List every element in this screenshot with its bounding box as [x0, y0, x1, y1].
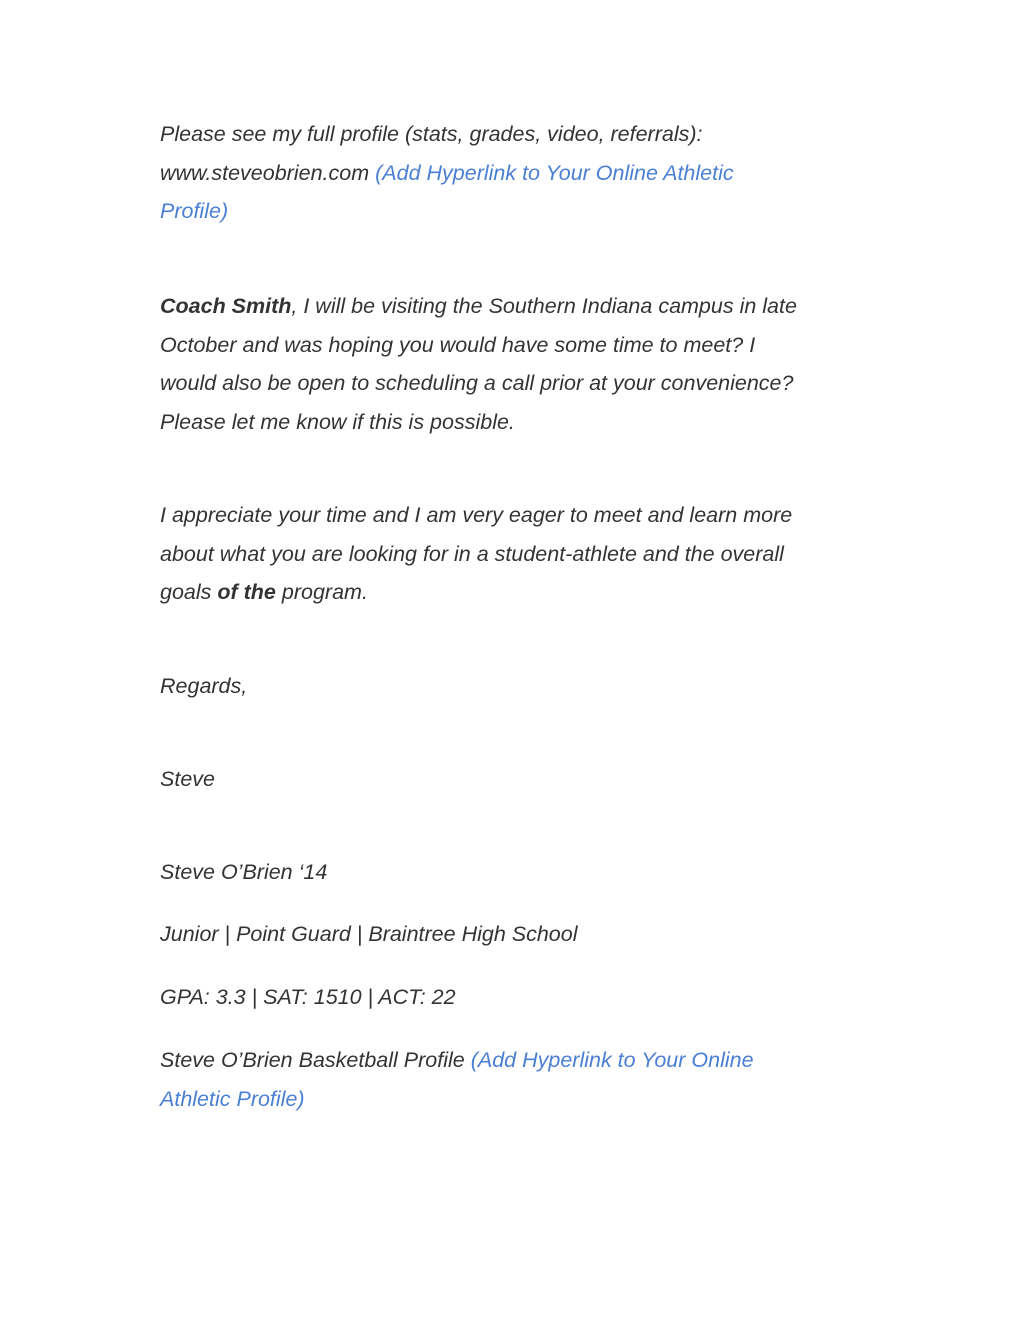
- appreciation-paragraph: [160, 496, 880, 612]
- appreciation-line-2: about what you are looking for in a student-athlete and the overall: [160, 541, 784, 566]
- signature-details-text: Junior | Point Guard | Braintree High School: [160, 922, 578, 946]
- signature-hyperlink-placeholder[interactable]: (Add Hyperlink to Your Online: [470, 1048, 754, 1072]
- signature-details: [160, 915, 880, 954]
- visit-line-2: October and was hoping you would have some time to meet? I: [160, 332, 756, 357]
- signature-hyperlink-placeholder-cont[interactable]: Athletic Profile): [160, 1086, 305, 1111]
- profile-hyperlink-placeholder[interactable]: (Add Hyperlink to Your Online Athletic: [375, 160, 734, 185]
- first-name-line: [160, 760, 880, 799]
- first-name-text: Steve: [160, 767, 215, 791]
- visit-line-1: [160, 287, 880, 326]
- regards-text: Regards,: [160, 674, 248, 698]
- visit-line-1-rest: , I will be visiting the Southern Indiana campus in late: [291, 294, 797, 318]
- regards-line: [160, 667, 880, 706]
- signature-scores-text: GPA: 3.3 | SAT: 1510 | ACT: 22: [160, 985, 456, 1009]
- signature-profile-text: Steve O’Brien Basketball Profile: [160, 1048, 471, 1072]
- signature-scores: [160, 978, 880, 1017]
- profile-paragraph: [160, 115, 880, 231]
- appreciation-line-3-start: goals: [160, 580, 218, 605]
- signature-name: [160, 853, 880, 892]
- visit-paragraph: [160, 287, 880, 441]
- profile-line-2: [160, 154, 880, 193]
- visit-line-3: would also be open to scheduling a call prior at your convenience?: [160, 371, 794, 396]
- signature-profile: [160, 1041, 880, 1118]
- signature-name-text: Steve O’Brien ‘14: [160, 860, 328, 884]
- coach-name: Coach Smith: [160, 294, 292, 318]
- profile-url: www.steveobrien.com: [160, 160, 370, 185]
- appreciation-bold-text: of the: [217, 580, 276, 605]
- profile-hyperlink-placeholder-cont[interactable]: Profile): [160, 199, 229, 224]
- visit-line-4: Please let me know if this is possible.: [160, 409, 515, 434]
- profile-line-1: Please see my full profile (stats, grades, video, referrals):: [160, 122, 703, 146]
- appreciation-line-3-end: program.: [275, 580, 368, 605]
- signature-profile-line-1: [160, 1041, 880, 1080]
- appreciation-line-3: [160, 573, 880, 612]
- appreciation-line-1: I appreciate your time and I am very eager to meet and learn more: [160, 503, 793, 527]
